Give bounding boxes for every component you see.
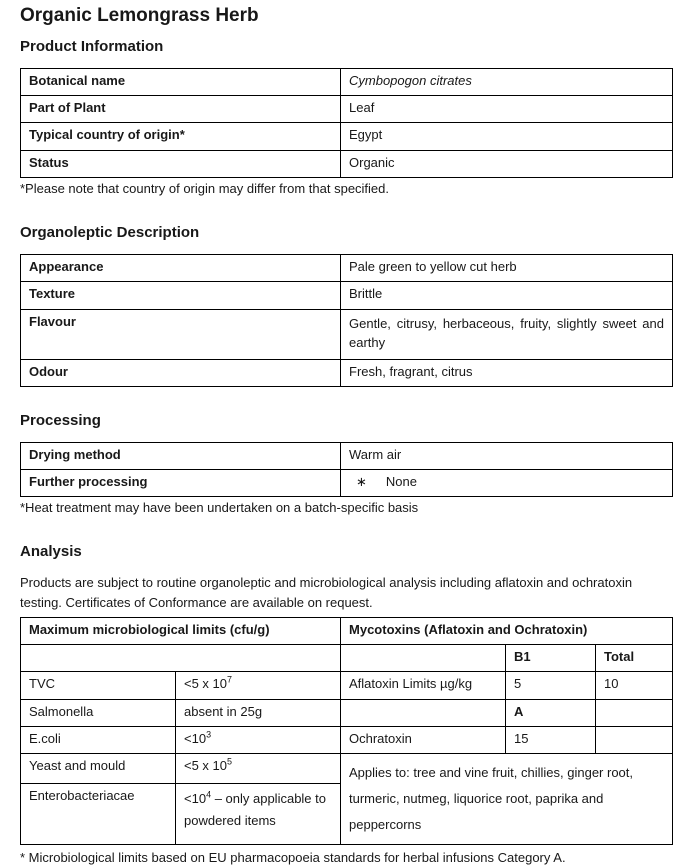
botanical-name-label: Botanical name: [21, 68, 341, 95]
tvc-limit-exponent: 7: [227, 675, 233, 685]
product-information-footnote: *Please note that country of origin may differ from that specified.: [20, 180, 390, 196]
analysis-heading: Analysis: [20, 542, 82, 560]
analysis-table: [20, 617, 673, 845]
tvc-label: TVC: [21, 672, 176, 699]
yeast-mould-limit: [176, 754, 341, 784]
further-processing-text: None: [385, 474, 417, 490]
part-of-plant-value: Leaf: [341, 96, 673, 123]
table-row: [21, 442, 673, 469]
b1-column-header: B1: [506, 645, 596, 672]
table-row: [21, 359, 673, 386]
ecoli-limit-exponent: 3: [206, 729, 212, 740]
table-row: [21, 96, 673, 123]
aflatoxin-b1-value: 5: [506, 672, 596, 699]
table-row: [21, 726, 673, 753]
yeast-mould-label: Yeast and mould: [21, 754, 176, 784]
texture-label: Texture: [21, 282, 341, 309]
processing-heading: Processing: [20, 411, 101, 429]
empty-cell: [21, 645, 341, 672]
ecoli-label: E.coli: [21, 726, 176, 753]
organoleptic-heading: Organoleptic Description: [20, 224, 200, 242]
ochratoxin-label: Ochratoxin: [341, 726, 506, 753]
table-row: [21, 68, 673, 95]
organoleptic-table: [20, 254, 673, 387]
table-row: [21, 645, 673, 672]
tvc-limit: [176, 672, 341, 699]
enterobacteriacae-limit-base: <10: [184, 790, 207, 806]
ecoli-limit-base: <10: [184, 730, 207, 746]
table-row: [21, 617, 673, 644]
odour-label: Odour: [21, 359, 341, 386]
table-row: [21, 672, 673, 699]
analysis-intro: Products are subject to routine organoleptic and microbiological analysis including aflatoxin and ochratoxin testing. Certificates of Conformance are available on request.: [20, 574, 633, 610]
country-of-origin-value: Egypt: [341, 123, 673, 150]
processing-table: [20, 442, 673, 498]
total-column-header: Total: [596, 645, 673, 672]
processing-footnote: *Heat treatment may have been undertaken on a batch-specific basis: [20, 500, 419, 516]
texture-value: Brittle: [341, 282, 673, 309]
odour-value: Fresh, fragrant, citrus: [341, 359, 673, 386]
section-product-information: [20, 38, 672, 197]
page-title: Organic Lemongrass Herb: [20, 5, 259, 26]
table-row: [21, 255, 673, 282]
status-label: Status: [21, 150, 341, 177]
further-processing-value: [341, 470, 673, 497]
enterobacteriacae-limit: [176, 783, 341, 844]
status-value: Organic: [341, 150, 673, 177]
mycotoxins-header: Mycotoxins (Aflatoxin and Ochratoxin): [341, 617, 673, 644]
salmonella-limit: absent in 25g: [176, 699, 341, 726]
enterobacteriacae-label: Enterobacteriacae: [21, 783, 176, 844]
ochratoxin-b1-value: 15: [506, 726, 596, 753]
enterobacteriacae-limit-note: – only applicable to powdered items: [184, 790, 326, 829]
drying-method-label: Drying method: [21, 442, 341, 469]
product-information-heading: Product Information: [20, 37, 164, 55]
botanical-name-value: Cymbopogon citrates: [341, 68, 673, 95]
empty-cell: [341, 699, 506, 726]
section-organoleptic-description: [20, 224, 672, 387]
drying-method-value: Warm air: [341, 442, 673, 469]
empty-cell: [596, 726, 673, 753]
ecoli-limit: [176, 726, 341, 753]
table-row: [21, 150, 673, 177]
flavour-value: Gentle, citrusy, herbaceous, fruity, slightly sweet and earthy: [341, 309, 673, 359]
tvc-limit-base: <5 x 10: [184, 676, 228, 692]
yeast-mould-limit-base: <5 x 10: [184, 758, 228, 774]
asterisk-bullet-icon: ∗: [356, 474, 367, 490]
empty-cell: [596, 699, 673, 726]
analysis-footnote: * Microbiological limits based on EU pharmacopoeia standards for herbal infusions Category A.: [20, 850, 566, 866]
further-processing-label: Further processing: [21, 470, 341, 497]
aflatoxin-limits-label: Aflatoxin Limits µg/kg: [341, 672, 506, 699]
salmonella-label: Salmonella: [21, 699, 176, 726]
table-row: [21, 309, 673, 359]
section-analysis: [20, 543, 672, 866]
table-row: [21, 754, 673, 784]
table-row: [21, 282, 673, 309]
flavour-label: Flavour: [21, 309, 341, 359]
part-of-plant-label: Part of Plant: [21, 96, 341, 123]
appearance-label: Appearance: [21, 255, 341, 282]
country-of-origin-label: Typical country of origin*: [21, 123, 341, 150]
product-information-table: [20, 68, 673, 178]
yeast-mould-limit-exponent: 5: [227, 756, 233, 767]
applies-to-note: Applies to: tree and vine fruit, chillies, ginger root, turmeric, nutmeg, liquorice root, paprika and peppercorns: [341, 754, 673, 845]
category-a-value: A: [506, 699, 596, 726]
appearance-value: Pale green to yellow cut herb: [341, 255, 673, 282]
empty-cell: [341, 645, 506, 672]
aflatoxin-total-value: 10: [596, 672, 673, 699]
table-row: [21, 123, 673, 150]
section-processing: [20, 412, 672, 517]
micro-limits-header: Maximum microbiological limits (cfu/g): [21, 617, 341, 644]
table-row: [21, 470, 673, 497]
table-row: [21, 699, 673, 726]
enterobacteriacae-limit-exponent: 4: [206, 789, 212, 800]
